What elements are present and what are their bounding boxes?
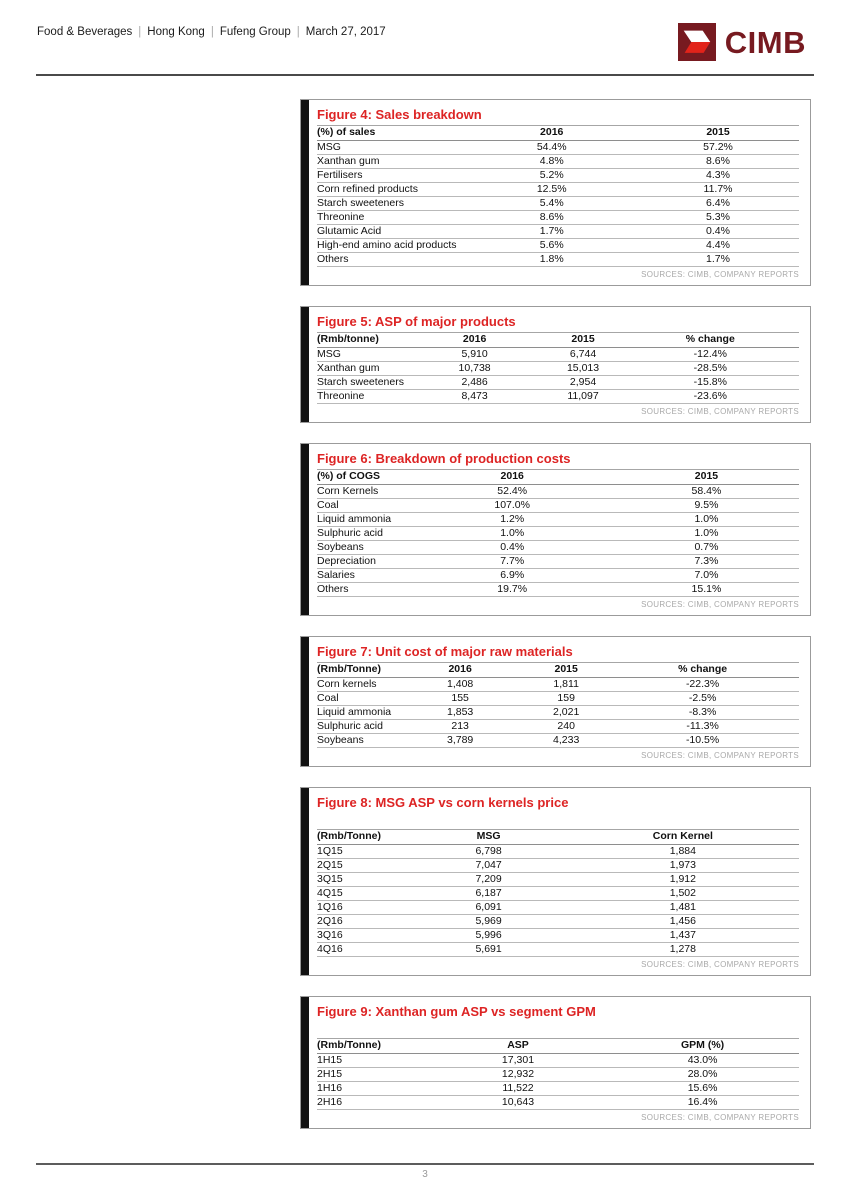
column-header: MSG — [411, 830, 567, 845]
cell-value: -28.5% — [622, 362, 799, 376]
figures-column — [300, 99, 811, 1149]
cell-value: 1.7% — [466, 225, 637, 239]
cell-value: 7.3% — [614, 555, 799, 569]
column-header: % change — [622, 333, 799, 348]
table-row — [317, 1068, 799, 1082]
row-label: 2H15 — [317, 1068, 430, 1082]
table-row — [317, 845, 799, 859]
page-number: 3 — [422, 1169, 428, 1180]
column-header: Corn Kernel — [567, 830, 799, 845]
table-row — [317, 485, 799, 499]
row-label: Sulphuric acid — [317, 720, 394, 734]
column-header: (%) of sales — [317, 126, 466, 141]
breadcrumb-region: Hong Kong — [147, 26, 205, 38]
xanthan-asp-gpm-table — [317, 1038, 799, 1110]
column-header: (Rmb/Tonne) — [317, 830, 411, 845]
row-label: Corn kernels — [317, 678, 394, 692]
cell-value: 1,456 — [567, 915, 799, 929]
cell-value: 12.5% — [466, 183, 637, 197]
row-label: Xanthan gum — [317, 362, 405, 376]
cell-value: 9.5% — [614, 499, 799, 513]
cell-value: -8.3% — [606, 706, 799, 720]
cell-value: 11.7% — [637, 183, 799, 197]
cell-value: 11,097 — [544, 390, 621, 404]
table-row — [317, 183, 799, 197]
cell-value: 52.4% — [411, 485, 614, 499]
figure-accent-bar — [301, 637, 309, 766]
column-header: 2015 — [544, 333, 621, 348]
row-label: Salaries — [317, 569, 411, 583]
cell-value: 0.4% — [411, 541, 614, 555]
cell-value: 5,691 — [411, 943, 567, 957]
figure-7-raw-materials-cost — [300, 636, 811, 767]
row-label: MSG — [317, 348, 405, 362]
row-label: Liquid ammonia — [317, 706, 394, 720]
cell-value: 0.4% — [637, 225, 799, 239]
cell-value: 1.8% — [466, 253, 637, 267]
cell-value: 1.0% — [614, 513, 799, 527]
column-header: (Rmb/tonne) — [317, 333, 405, 348]
table-row — [317, 239, 799, 253]
column-header: 2016 — [411, 470, 614, 485]
table-row — [317, 499, 799, 513]
cell-value: 58.4% — [614, 485, 799, 499]
figure-accent-bar — [301, 100, 309, 285]
table-row — [317, 1082, 799, 1096]
cell-value: 6,798 — [411, 845, 567, 859]
table-row — [317, 390, 799, 404]
table-row — [317, 253, 799, 267]
column-header: % change — [606, 663, 799, 678]
sources-note: SOURCES: CIMB, COMPANY REPORTS — [641, 600, 799, 609]
table-header-row — [317, 663, 799, 678]
row-label: Liquid ammonia — [317, 513, 411, 527]
cell-value: -22.3% — [606, 678, 799, 692]
table-row — [317, 569, 799, 583]
msg-vs-corn-kernels-table — [317, 829, 799, 957]
column-header: 2015 — [614, 470, 799, 485]
cell-value: 16.4% — [606, 1096, 799, 1110]
cell-value: -11.3% — [606, 720, 799, 734]
sources-note: SOURCES: CIMB, COMPANY REPORTS — [641, 1113, 799, 1122]
cell-value: -12.4% — [622, 348, 799, 362]
cell-value: 8.6% — [466, 211, 637, 225]
cell-value: 15.1% — [614, 583, 799, 597]
table-row — [317, 734, 799, 748]
table-header-row — [317, 126, 799, 141]
cimb-logo — [678, 23, 806, 61]
table-row — [317, 141, 799, 155]
cell-value: 1,278 — [567, 943, 799, 957]
cell-value: 4.3% — [637, 169, 799, 183]
cell-value: 4,233 — [526, 734, 606, 748]
figure-title: Figure 4: Sales breakdown — [317, 107, 482, 122]
row-label: 1H15 — [317, 1054, 430, 1068]
table-row — [317, 527, 799, 541]
figure-body — [309, 307, 810, 422]
table-row — [317, 929, 799, 943]
cell-value: 2,954 — [544, 376, 621, 390]
row-label: 3Q15 — [317, 873, 411, 887]
cell-value: 5.2% — [466, 169, 637, 183]
asp-major-products-table — [317, 332, 799, 404]
cell-value: 7,047 — [411, 859, 567, 873]
table-header-row — [317, 830, 799, 845]
figure-title: Figure 5: ASP of major products — [317, 314, 516, 329]
cell-value: 15.6% — [606, 1082, 799, 1096]
row-label: Soybeans — [317, 541, 411, 555]
row-label: High-end amino acid products — [317, 239, 466, 253]
cell-value: 5.3% — [637, 211, 799, 225]
table-row — [317, 155, 799, 169]
table-row — [317, 720, 799, 734]
row-label: 2H16 — [317, 1096, 430, 1110]
table-row — [317, 348, 799, 362]
figure-body — [309, 788, 810, 975]
figure-6-production-costs — [300, 443, 811, 616]
breadcrumb — [37, 26, 386, 38]
sales-breakdown-table — [317, 125, 799, 267]
figure-body — [309, 444, 810, 615]
table-header-row — [317, 1039, 799, 1054]
row-label: Fertilisers — [317, 169, 466, 183]
cell-value: 43.0% — [606, 1054, 799, 1068]
footer-divider — [36, 1163, 814, 1165]
table-row — [317, 169, 799, 183]
cell-value: 159 — [526, 692, 606, 706]
table-row — [317, 555, 799, 569]
cell-value: 17,301 — [430, 1054, 606, 1068]
cell-value: 6.9% — [411, 569, 614, 583]
cell-value: 7.7% — [411, 555, 614, 569]
cell-value: 8.6% — [637, 155, 799, 169]
table-row — [317, 915, 799, 929]
row-label: 4Q15 — [317, 887, 411, 901]
column-header: GPM (%) — [606, 1039, 799, 1054]
row-label: Threonine — [317, 211, 466, 225]
cell-value: 1,973 — [567, 859, 799, 873]
cell-value: 155 — [394, 692, 526, 706]
sources-note: SOURCES: CIMB, COMPANY REPORTS — [641, 270, 799, 279]
cell-value: -15.8% — [622, 376, 799, 390]
row-label: Corn refined products — [317, 183, 466, 197]
row-label: 3Q16 — [317, 929, 411, 943]
cell-value: 7.0% — [614, 569, 799, 583]
cell-value: 5,996 — [411, 929, 567, 943]
raw-materials-cost-table — [317, 662, 799, 748]
cell-value: 213 — [394, 720, 526, 734]
cell-value: 4.4% — [637, 239, 799, 253]
row-label: 4Q16 — [317, 943, 411, 957]
cell-value: 6.4% — [637, 197, 799, 211]
figure-9-xanthan-asp-gpm — [300, 996, 811, 1129]
figure-body — [309, 100, 810, 285]
row-label: Threonine — [317, 390, 405, 404]
figure-title: Figure 7: Unit cost of major raw materials — [317, 644, 573, 659]
table-row — [317, 1096, 799, 1110]
column-header: (Rmb/Tonne) — [317, 663, 394, 678]
figure-body — [309, 637, 810, 766]
breadcrumb-company: Fufeng Group — [219, 26, 291, 38]
cell-value: 5,969 — [411, 915, 567, 929]
row-label: Coal — [317, 692, 394, 706]
table-row — [317, 1054, 799, 1068]
cell-value: 5.4% — [466, 197, 637, 211]
cell-value: 4.8% — [466, 155, 637, 169]
row-label: Sulphuric acid — [317, 527, 411, 541]
row-label: Glutamic Acid — [317, 225, 466, 239]
figure-5-asp-major-products — [300, 306, 811, 423]
cell-value: 12,932 — [430, 1068, 606, 1082]
row-label: Xanthan gum — [317, 155, 466, 169]
cell-value: 1,912 — [567, 873, 799, 887]
table-row — [317, 225, 799, 239]
table-row — [317, 692, 799, 706]
cell-value: 1,502 — [567, 887, 799, 901]
cimb-logo-icon — [678, 23, 716, 61]
table-row — [317, 376, 799, 390]
cell-value: 240 — [526, 720, 606, 734]
production-costs-table — [317, 469, 799, 597]
breadcrumb-sector: Food & Beverages — [37, 26, 133, 38]
header-divider — [36, 74, 814, 76]
row-label: Corn Kernels — [317, 485, 411, 499]
table-row — [317, 887, 799, 901]
cell-value: 1,408 — [394, 678, 526, 692]
cell-value: 10,738 — [405, 362, 545, 376]
figure-4-sales-breakdown — [300, 99, 811, 286]
table-row — [317, 873, 799, 887]
cell-value: 8,473 — [405, 390, 545, 404]
cell-value: 1.0% — [614, 527, 799, 541]
cell-value: 15,013 — [544, 362, 621, 376]
row-label: MSG — [317, 141, 466, 155]
cell-value: 107.0% — [411, 499, 614, 513]
cell-value: 7,209 — [411, 873, 567, 887]
table-row — [317, 583, 799, 597]
cell-value: 28.0% — [606, 1068, 799, 1082]
cell-value: 19.7% — [411, 583, 614, 597]
column-header: ASP — [430, 1039, 606, 1054]
figure-title: Figure 6: Breakdown of production costs — [317, 451, 571, 466]
cell-value: 1,853 — [394, 706, 526, 720]
row-label: 2Q16 — [317, 915, 411, 929]
cimb-logo-text: CIMB — [724, 24, 806, 60]
table-row — [317, 706, 799, 720]
row-label: Depreciation — [317, 555, 411, 569]
row-label: Coal — [317, 499, 411, 513]
table-row — [317, 513, 799, 527]
cell-value: -2.5% — [606, 692, 799, 706]
column-header: 2016 — [405, 333, 545, 348]
cell-value: 3,789 — [394, 734, 526, 748]
table-row — [317, 901, 799, 915]
cell-value: 1.0% — [411, 527, 614, 541]
cell-value: 10,643 — [430, 1096, 606, 1110]
cell-value: 6,091 — [411, 901, 567, 915]
table-header-row — [317, 470, 799, 485]
cell-value: 5.6% — [466, 239, 637, 253]
row-label: Starch sweeteners — [317, 197, 466, 211]
row-label: Others — [317, 253, 466, 267]
column-header: (Rmb/Tonne) — [317, 1039, 430, 1054]
cell-value: 1,481 — [567, 901, 799, 915]
breadcrumb-separator: | — [210, 26, 214, 38]
figure-accent-bar — [301, 307, 309, 422]
table-header-row — [317, 333, 799, 348]
cell-value: 5,910 — [405, 348, 545, 362]
table-row — [317, 859, 799, 873]
cell-value: 1.7% — [637, 253, 799, 267]
column-header: 2015 — [526, 663, 606, 678]
cell-value: 1,811 — [526, 678, 606, 692]
cell-value: 54.4% — [466, 141, 637, 155]
cell-value: 1,437 — [567, 929, 799, 943]
figure-accent-bar — [301, 788, 309, 975]
table-row — [317, 197, 799, 211]
cell-value: 11,522 — [430, 1082, 606, 1096]
cell-value: 2,021 — [526, 706, 606, 720]
sources-note: SOURCES: CIMB, COMPANY REPORTS — [641, 751, 799, 760]
cell-value: 0.7% — [614, 541, 799, 555]
row-label: Starch sweeteners — [317, 376, 404, 388]
row-label: Others — [317, 583, 411, 597]
cell-value: -10.5% — [606, 734, 799, 748]
row-label: 1H16 — [317, 1082, 430, 1096]
row-label: Soybeans — [317, 734, 394, 748]
sources-note: SOURCES: CIMB, COMPANY REPORTS — [641, 407, 799, 416]
table-row — [317, 362, 799, 376]
cell-value: 57.2% — [637, 141, 799, 155]
figure-body — [309, 997, 810, 1128]
figure-title: Figure 8: MSG ASP vs corn kernels price — [317, 795, 569, 810]
breadcrumb-separator: | — [138, 26, 142, 38]
figure-accent-bar — [301, 997, 309, 1128]
cell-value: 1,884 — [567, 845, 799, 859]
row-label: 1Q16 — [317, 901, 411, 915]
breadcrumb-date: March 27, 2017 — [305, 26, 386, 38]
figure-accent-bar — [301, 444, 309, 615]
cell-value: 2,486 — [405, 376, 545, 390]
row-label: 1Q15 — [317, 845, 411, 859]
sources-note: SOURCES: CIMB, COMPANY REPORTS — [641, 960, 799, 969]
cell-value: 1.2% — [411, 513, 614, 527]
table-row — [317, 211, 799, 225]
column-header: 2016 — [466, 126, 637, 141]
cell-value: -23.6% — [622, 390, 799, 404]
row-label: 2Q15 — [317, 859, 411, 873]
table-row — [317, 541, 799, 555]
table-row — [317, 678, 799, 692]
column-header: 2015 — [637, 126, 799, 141]
table-row — [317, 943, 799, 957]
breadcrumb-separator: | — [296, 26, 300, 38]
column-header: (%) of COGS — [317, 470, 411, 485]
figure-8-msg-vs-corn-kernels — [300, 787, 811, 976]
cell-value: 6,744 — [544, 348, 621, 362]
figure-title: Figure 9: Xanthan gum ASP vs segment GPM — [317, 1004, 596, 1019]
column-header: 2016 — [394, 663, 526, 678]
cell-value: 6,187 — [411, 887, 567, 901]
